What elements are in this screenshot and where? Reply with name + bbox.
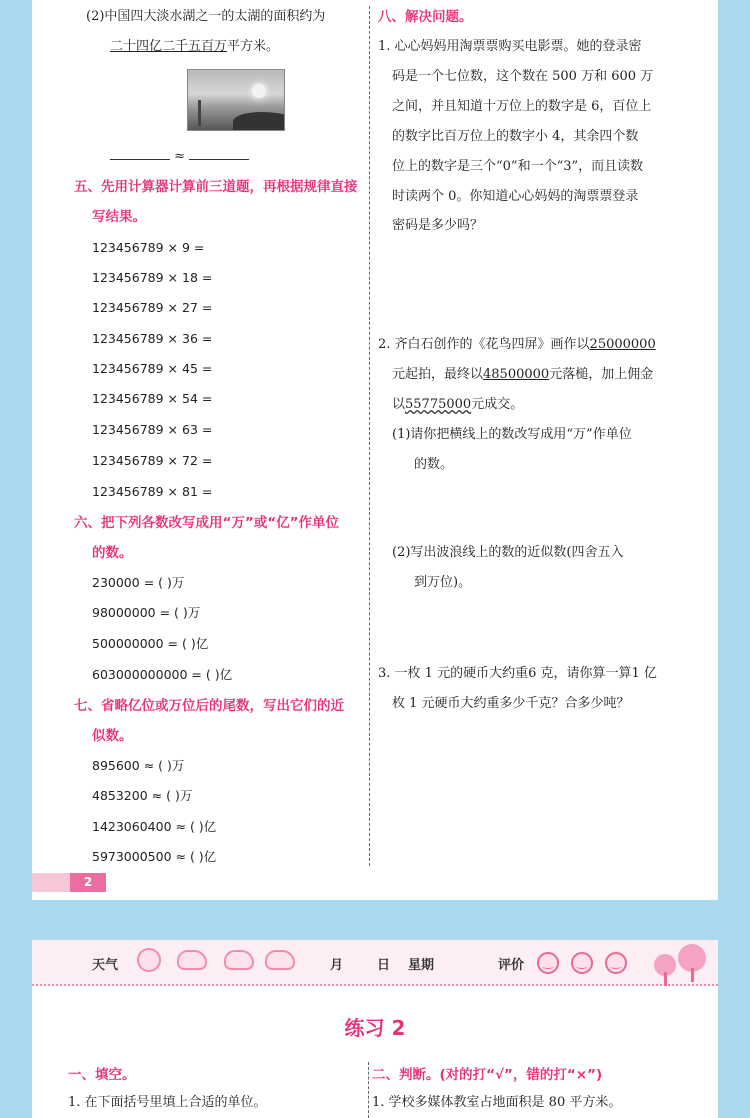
problem-2-line3 bbox=[392, 390, 523, 420]
problem-1-text: 密码是多少吗？ bbox=[392, 218, 484, 233]
month-label: 月 bbox=[330, 958, 344, 973]
approx-item[interactable]: 5973000500 ≈ ( )亿 bbox=[92, 849, 217, 864]
rating-label: 评价 bbox=[498, 958, 525, 973]
section-6-title-cont: 的数。 bbox=[92, 545, 133, 561]
fill-in-section-title: 一、填空。 bbox=[68, 1067, 136, 1083]
exercise-title: 练习 2 bbox=[344, 1016, 406, 1040]
rewrite-item[interactable]: 230000 = ( )万 bbox=[92, 575, 185, 590]
q4-2-unit: 平方米。 bbox=[227, 39, 280, 54]
worksheet-page-2 bbox=[32, 0, 718, 900]
calc-item: 123456789 × 63 = bbox=[92, 422, 213, 437]
section-5-title-cont: 写结果。 bbox=[92, 209, 146, 225]
cloud-icon[interactable] bbox=[177, 950, 207, 970]
rain-cloud-icon[interactable] bbox=[224, 950, 254, 970]
approx-item[interactable]: 4853200 ≈ ( )万 bbox=[92, 788, 193, 803]
calc-item: 123456789 × 18 = bbox=[92, 270, 213, 285]
problem-2-line2 bbox=[392, 360, 653, 390]
hammer-price-number: 48500000 bbox=[483, 367, 550, 382]
subquestion-1-cont: 的数。 bbox=[414, 457, 454, 472]
rewrite-item[interactable]: 98000000 = ( )万 bbox=[92, 605, 201, 620]
problem-2-text: 以 bbox=[392, 397, 406, 412]
q4-2-text: (2)中国四大淡水湖之一的太湖的面积约为 bbox=[86, 9, 326, 24]
calc-item: 123456789 × 27 = bbox=[92, 300, 213, 315]
q4-2-underlined-number: 二十四亿二千五百万 bbox=[110, 39, 228, 54]
judge-q1: 1. 学校多媒体教室占地面积是 80 平方米。 bbox=[372, 1095, 622, 1110]
tree-trunk bbox=[691, 968, 694, 982]
column-divider bbox=[369, 6, 370, 866]
smiley-face-icon[interactable] bbox=[571, 952, 593, 974]
smiley-face-icon[interactable] bbox=[605, 952, 627, 974]
day-label: 日 bbox=[377, 958, 391, 973]
section-7-title-cont: 似数。 bbox=[92, 728, 133, 744]
approx-item[interactable]: 895600 ≈ ( )万 bbox=[92, 758, 185, 773]
calc-item: 123456789 × 45 = bbox=[92, 361, 213, 376]
calc-item: 123456789 × 36 = bbox=[92, 331, 213, 346]
section-7-title: 七、省略亿位或万位后的尾数，写出它们的近 bbox=[74, 698, 344, 714]
problem-2-text: 元落槌，加上佣金 bbox=[549, 367, 654, 382]
problem-1-text: 的数字比百万位上的数字小 4，其余四个数 bbox=[392, 129, 639, 144]
problem-2-text: 2. 齐白石创作的《花鸟四屏》画作以 bbox=[378, 337, 590, 352]
approx-sign: ≈ bbox=[174, 149, 186, 164]
subquestion-2-cont: 到万位)。 bbox=[414, 575, 472, 590]
approx-item[interactable]: 1423060400 ≈ ( )亿 bbox=[92, 819, 217, 834]
header-band bbox=[32, 940, 718, 986]
problem-3-text: 3. 一枚 1 元的硬币大约重6 克，请你算一算1 亿 bbox=[378, 666, 657, 681]
fill-in-q1: 1. 在下面括号里填上合适的单位。 bbox=[68, 1095, 267, 1110]
problem-1-text: 位上的数字是三个“0”和一个“3”，而且读数 bbox=[392, 159, 644, 174]
smiley-face-icon[interactable] bbox=[537, 952, 559, 974]
page-number: 2 bbox=[70, 873, 106, 892]
answer-blank[interactable] bbox=[189, 146, 249, 160]
subquestion-1: (1)请你把横线上的数改写成用“万”作单位 bbox=[392, 427, 632, 442]
snow-cloud-icon[interactable] bbox=[265, 950, 295, 970]
section-8-title: 八、解决问题。 bbox=[378, 9, 473, 25]
weekday-label: 星期 bbox=[408, 958, 435, 973]
problem-2-line1 bbox=[378, 330, 656, 360]
calc-item: 123456789 × 81 = bbox=[92, 484, 213, 499]
calc-item: 123456789 × 9 = bbox=[92, 240, 205, 255]
problem-1-text: 之间，并且知道十万位上的数字是 6，百位上 bbox=[392, 99, 652, 114]
section-6-title: 六、把下列各数改写成用“万”或“亿”作单位 bbox=[74, 515, 339, 531]
calc-item: 123456789 × 72 = bbox=[92, 453, 213, 468]
calc-item: 123456789 × 54 = bbox=[92, 391, 213, 406]
approx-answer-line[interactable] bbox=[110, 142, 249, 172]
worksheet-page-3 bbox=[32, 940, 718, 1118]
problem-1-text: 时读两个 0。你知道心心妈妈的淘票票登录 bbox=[392, 189, 639, 204]
problem-3-text: 枚 1 元硬币大约重多少千克？合多少吨？ bbox=[392, 696, 630, 711]
problem-2-text: 元成交。 bbox=[471, 397, 524, 412]
problem-2-text: 元起拍，最终以 bbox=[392, 367, 484, 382]
tree-trunk bbox=[664, 972, 667, 986]
problem-1-text: 码是一个七位数，这个数在 500 万和 600 万 bbox=[392, 69, 654, 84]
section-5-title: 五、先用计算器计算前三道题，再根据规律直接 bbox=[74, 179, 358, 195]
weather-label: 天气 bbox=[92, 958, 119, 973]
answer-blank[interactable] bbox=[110, 146, 170, 160]
rewrite-item[interactable]: 500000000 = ( )亿 bbox=[92, 636, 209, 651]
problem-1-text: 1. 心心妈妈用淘票票购买电影票。她的登录密 bbox=[378, 39, 642, 54]
rewrite-item[interactable]: 603000000000 = ( )亿 bbox=[92, 667, 233, 682]
judge-section-title: 二、判断。(对的打“√”，错的打“×”) bbox=[372, 1067, 603, 1083]
start-price-number: 25000000 bbox=[589, 337, 656, 352]
q4-2-line2 bbox=[110, 32, 279, 62]
taihu-lake-photo bbox=[187, 69, 285, 131]
column-divider bbox=[368, 1062, 369, 1118]
subquestion-2: (2)写出波浪线上的数的近似数(四舍五入 bbox=[392, 545, 624, 560]
sun-icon[interactable] bbox=[137, 948, 161, 972]
final-price-number: 55775000 bbox=[405, 397, 472, 412]
